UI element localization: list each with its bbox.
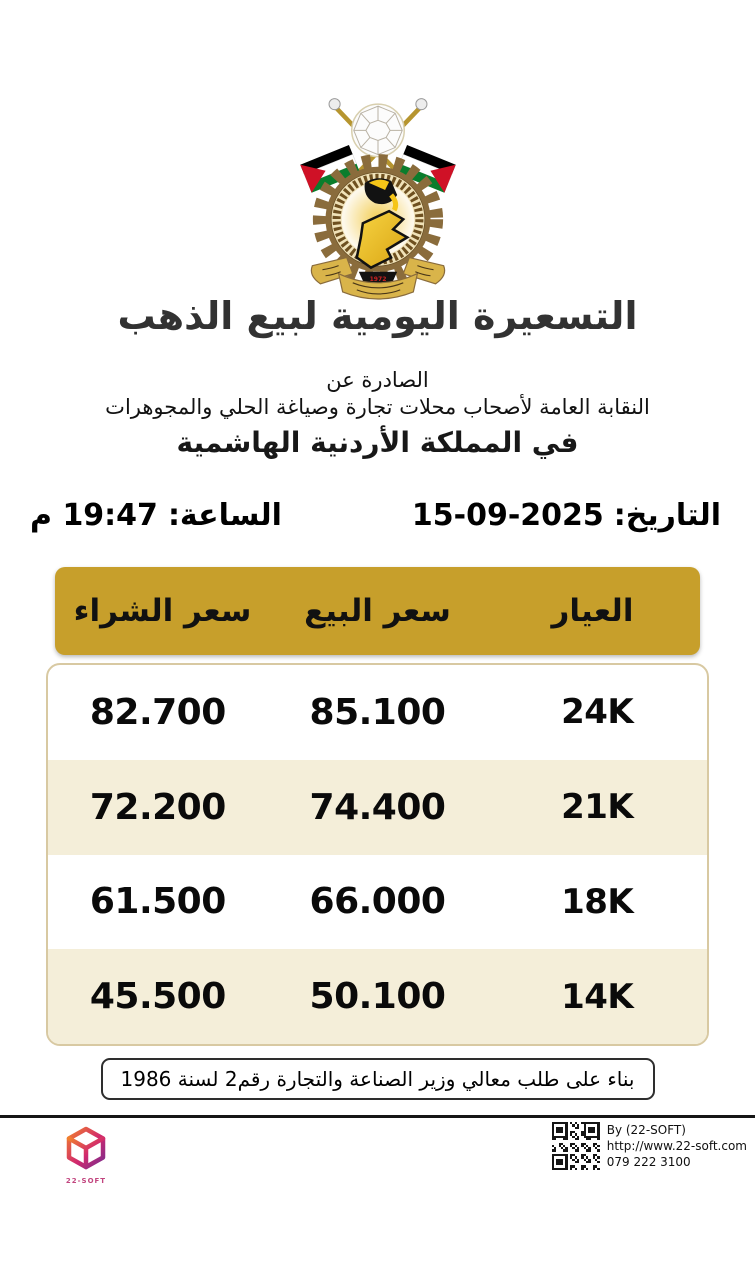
issuer-name: النقابة العامة لأصحاب محلات تجارة وصياغة الحلي والمجوهرات bbox=[105, 395, 650, 419]
sell-price-cell: 74.400 bbox=[309, 786, 446, 828]
date-block bbox=[412, 498, 721, 533]
time-block bbox=[30, 498, 282, 533]
diamond-icon bbox=[351, 104, 403, 156]
footer-phone: 079 222 3100 bbox=[606, 1155, 691, 1170]
table-row bbox=[48, 855, 707, 950]
karat-cell: 14K bbox=[561, 976, 634, 1017]
date-value: 15-09-2025 bbox=[411, 498, 604, 533]
footer-by: By (22-SOFT) bbox=[606, 1123, 686, 1137]
sell-price-cell: 66.000 bbox=[309, 881, 446, 923]
price-table-header bbox=[55, 567, 700, 655]
karat-cell: 18K bbox=[561, 881, 634, 922]
table-row bbox=[48, 760, 707, 855]
footer-divider bbox=[0, 1115, 755, 1118]
syndicate-emblem-logo bbox=[294, 90, 462, 302]
buy-price-cell: 61.500 bbox=[89, 881, 226, 923]
header-cell-buy: سعر الشراء bbox=[73, 593, 252, 629]
time-value: 19:47 م bbox=[30, 498, 158, 533]
buy-price-cell: 82.700 bbox=[89, 691, 226, 733]
emblem-year: 1972 bbox=[369, 275, 386, 283]
buy-price-cell: 72.200 bbox=[89, 786, 226, 828]
header-cell-karat: العيار bbox=[551, 593, 634, 629]
page-title: التسعيرة اليومية لبيع الذهب bbox=[117, 294, 638, 338]
company-logo-text: 22-SOFT bbox=[65, 1177, 107, 1185]
header-cell-sell: سعر البيع bbox=[304, 593, 451, 629]
footer-url: http://www.22-soft.com bbox=[606, 1139, 747, 1154]
footer-credits bbox=[552, 1122, 747, 1171]
time-label: الساعة: bbox=[167, 498, 282, 533]
karat-cell: 21K bbox=[561, 787, 634, 828]
qr-code bbox=[552, 1122, 600, 1170]
karat-cell: 24K bbox=[561, 692, 634, 733]
price-table-body bbox=[46, 663, 709, 1046]
company-logo bbox=[60, 1126, 112, 1185]
issued-by-label: الصادرة عن bbox=[326, 368, 429, 392]
kingdom-line: في المملكة الأردنية الهاشمية bbox=[176, 426, 579, 459]
ministry-note: بناء على طلب معالي وزير الصناعة والتجارة رقم2 لسنة 1986 bbox=[101, 1058, 655, 1100]
sell-price-cell: 85.100 bbox=[309, 691, 446, 733]
footer-credit-text bbox=[607, 1122, 747, 1171]
table-row bbox=[48, 665, 707, 760]
table-row bbox=[48, 949, 707, 1044]
datetime-row bbox=[0, 498, 755, 533]
date-label: التاريخ: bbox=[613, 498, 721, 533]
cube-logo-icon bbox=[64, 1126, 108, 1172]
buy-price-cell: 45.500 bbox=[89, 976, 226, 1018]
sell-price-cell: 50.100 bbox=[309, 976, 446, 1018]
